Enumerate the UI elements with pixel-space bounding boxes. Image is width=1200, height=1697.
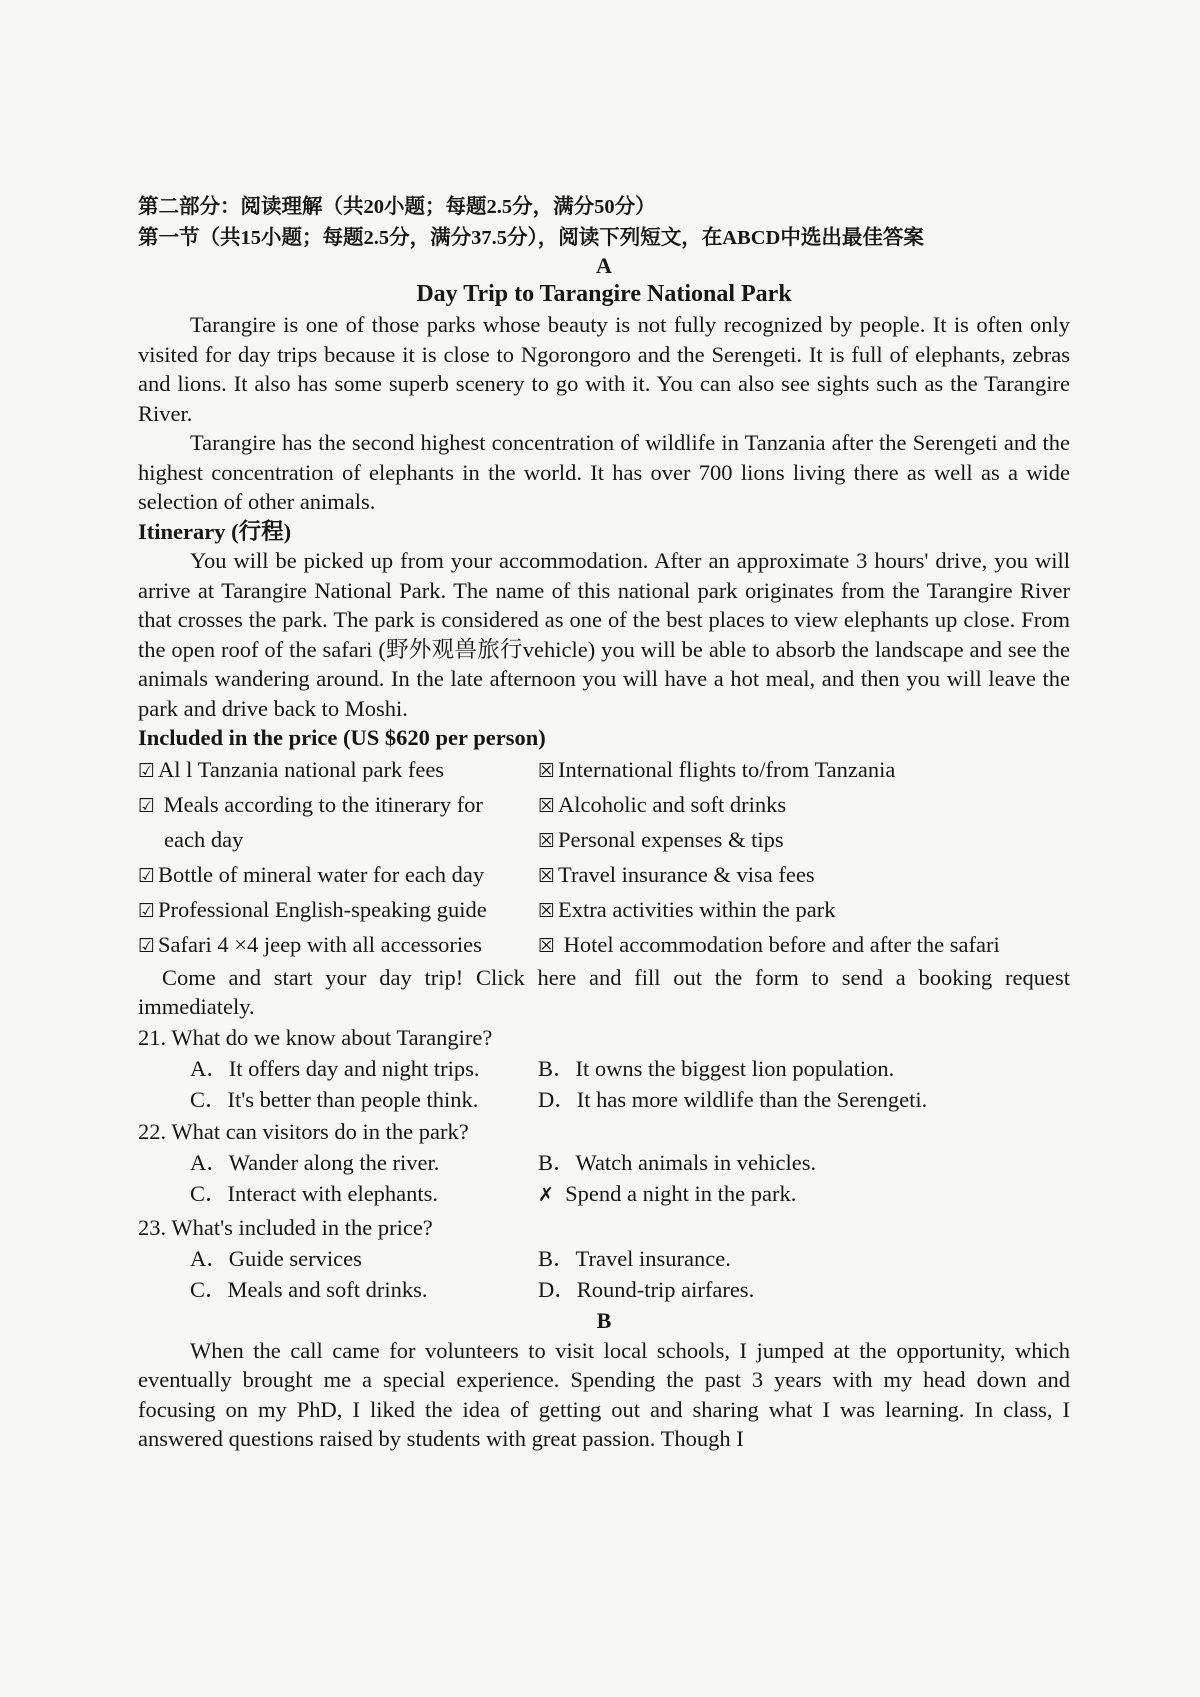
part-header: 第二部分：阅读理解（共20小题；每题2.5分，满分50分） (138, 196, 656, 218)
section-header: 第一节（共15小题；每题2.5分，满分37.5分），阅读下列短文，在ABCD中选出最佳答案 (138, 227, 924, 249)
cross-box-icon: ☒ (538, 899, 556, 922)
check-box-icon: ☑ (138, 934, 156, 957)
excluded-item: ☒ Travel insurance & visa fees (538, 861, 815, 887)
option-a: A．Wander along the river. (190, 1149, 440, 1175)
included-item: ☑ Bottle of mineral water for each day (138, 861, 485, 887)
question-stem: 23. What's included in the price? (138, 1214, 433, 1240)
included-item: ☑ Professional English-speaking guide (138, 896, 487, 922)
itinerary-label: Itinerary (行程) (138, 518, 292, 544)
included-item: ☑ Meals according to the itinerary for (138, 791, 483, 817)
passage-a-title: Day Trip to Tarangire National Park (416, 281, 792, 307)
excluded-item: ☒ Extra activities within the park (538, 896, 836, 922)
option-d: D．It has more wildlife than the Serengeti. (538, 1087, 928, 1112)
option-b: B．Watch animals in vehicles. (538, 1149, 817, 1175)
option-row (138, 1178, 1070, 1212)
price-list-row (138, 858, 1070, 893)
question-21 (138, 1022, 1070, 1116)
itinerary-paragraph: You will be picked up from your accommodation. After an approximate 3 hours' drive, you will arrive at Tarangire National Park. The name of this national park originates from the Tarangire River that crosses the park. The park is considered as one of the best places to view elephants up close. From the open roof of the safari (野外观兽旅行vehicle) you will be able to absorb the landscape and see the animals wandering around. In the late afternoon you will have a hot meal, and then you will leave the park and drive back to Moshi. (138, 548, 1070, 721)
question-22 (138, 1116, 1070, 1212)
price-list-row (138, 788, 1070, 823)
passage-a-paragraph: Tarangire is one of those parks whose beauty is not fully recognized by people. It is often only visited for day trips because it is close to Ngorongoro and the Serengeti. It is full of elephants, zebras and lions. It also has some superb scenery to go with it. You can also see sights such as the Tarangire River. (138, 312, 1070, 426)
cross-box-icon: ☒ (538, 829, 556, 852)
option-row (138, 1243, 1070, 1275)
excluded-item: ☒ Personal expenses & tips (538, 826, 784, 852)
closing-paragraph: Come and start your day trip! Click here and fill out the form to send a booking request immediately. (138, 964, 1070, 1019)
passage-b-letter: B (596, 1307, 612, 1333)
option-a: A．It offers day and night trips. (190, 1055, 480, 1081)
price-label: Included in the price (US $620 per person) (138, 725, 546, 750)
excluded-item: ☒ Alcoholic and soft drinks (538, 791, 787, 817)
cross-box-icon: ☒ (538, 759, 556, 782)
price-list-row (138, 753, 1070, 788)
cross-box-icon: ☒ (538, 794, 556, 817)
check-box-icon: ☑ (138, 759, 156, 782)
option-row (138, 1084, 1070, 1116)
option-d: D．Round-trip airfares. (538, 1277, 755, 1302)
option-a: A．Guide services (190, 1245, 362, 1271)
passage-a-letter: A (596, 253, 612, 278)
option-b: B．It owns the biggest lion population. (538, 1055, 895, 1081)
option-row (138, 1147, 1070, 1179)
question-23 (138, 1212, 1070, 1306)
cross-box-icon: ☒ (538, 864, 556, 887)
question-stem: 22. What can visitors do in the park? (138, 1118, 469, 1144)
passage-b-paragraph: When the call came for volunteers to visit local schools, I jumped at the opportunity, which eventually brought me a special experience. Spending the past 3 years with my head down and focusing on my PhD, I liked the idea of getting out and sharing what I was learning. In class, I answered questions raised by students with great passion. Though I (138, 1337, 1070, 1451)
option-row (138, 1274, 1070, 1306)
cross-mark-icon: ✗ (538, 1184, 554, 1206)
included-item: ☑ Al l Tanzania national park fees (138, 756, 445, 782)
option-c: C．Meals and soft drinks. (190, 1277, 428, 1302)
price-list-row (138, 893, 1070, 928)
check-box-icon: ☑ (138, 864, 156, 887)
check-box-icon: ☑ (138, 899, 156, 922)
passage-a-paragraph: Tarangire has the second highest concentration of wildlife in Tanzania after the Serengeti and the highest concentration of elephants in the world. It has over 700 lions living there as well as a wide selection of other animals. (138, 430, 1070, 514)
cross-box-icon: ☒ (538, 934, 556, 957)
check-box-icon: ☑ (138, 794, 156, 817)
included-item: ☑ Safari 4 ×4 jeep with all accessories (138, 931, 482, 957)
price-list-row (138, 823, 1070, 858)
option-c: C．Interact with elephants. (190, 1181, 439, 1206)
price-list-row (138, 928, 1070, 963)
option-c: C．It's better than people think. (190, 1087, 479, 1112)
option-d: ✗ Spend a night in the park. (538, 1181, 797, 1206)
included-item-continued: each day (164, 826, 244, 852)
price-list (138, 753, 1070, 963)
excluded-item: ☒ International flights to/from Tanzania (538, 756, 896, 782)
question-stem: 21. What do we know about Tarangire? (138, 1024, 493, 1050)
excluded-item: ☒ Hotel accommodation before and after the safari (538, 931, 1000, 957)
option-row (138, 1053, 1070, 1085)
option-b: B．Travel insurance. (538, 1245, 731, 1271)
